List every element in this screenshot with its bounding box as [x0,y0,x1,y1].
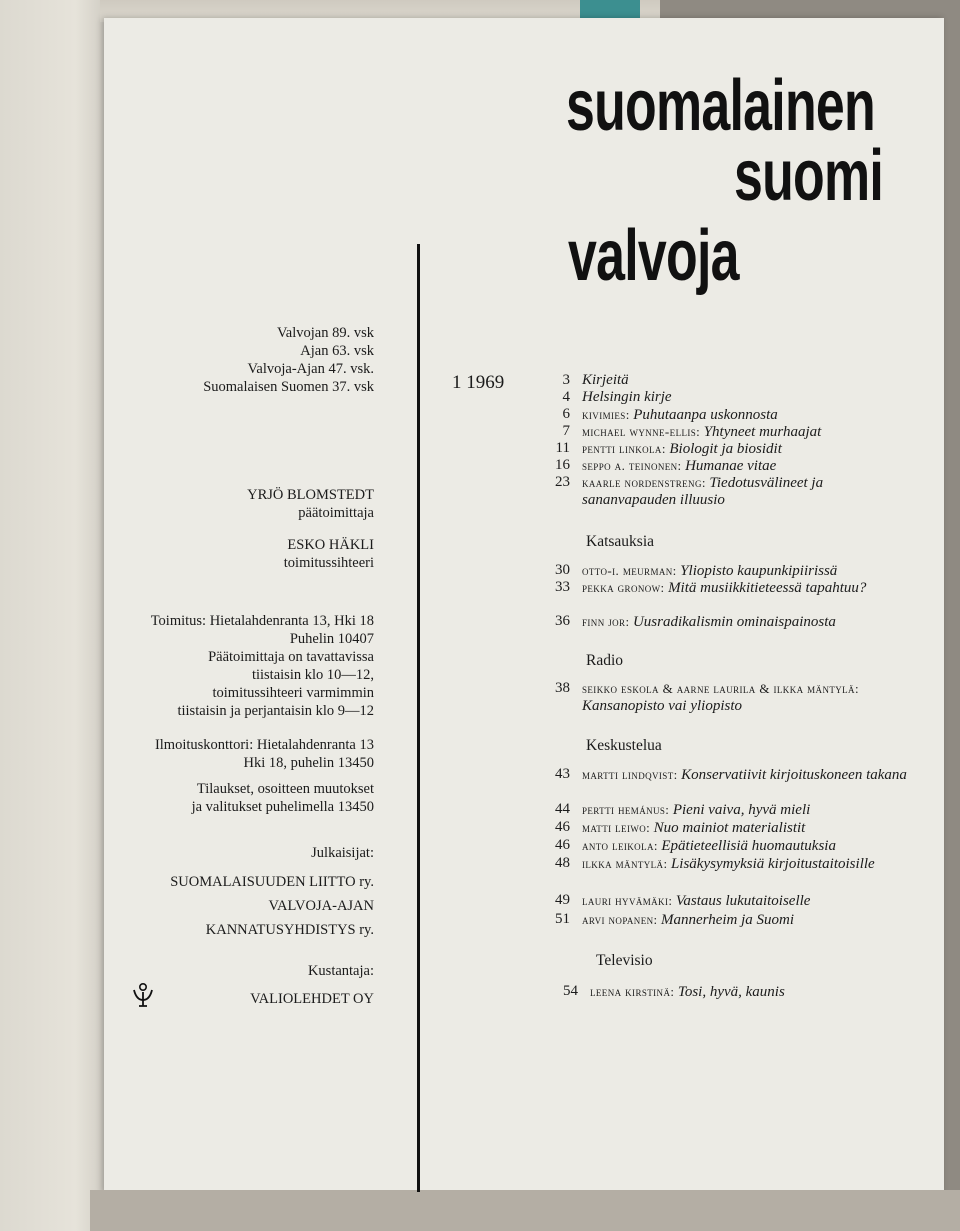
toc-title: Yliopisto kaupunkipiirissä [680,563,838,579]
toc-title: Tiedotusvälineet ja sananvapauden illuusio [582,475,824,508]
toc-author: matti leiwo: [582,820,651,835]
toc-page: 46 [555,837,570,853]
toc-title: Kirjeitä [582,372,629,388]
secretary-role: toimitussihteeri [283,555,374,571]
facing-page [0,0,108,1231]
toc-title: Pieni vaiva, hyvä mieli [672,802,811,818]
editorial-line: toimitussihteeri varmimmin [212,685,374,701]
toc-page: 51 [555,911,570,927]
section-heading: Radio [586,652,624,669]
editor-block [247,486,374,522]
editorial-line: tiistaisin ja perjantaisin klo 9—12 [177,703,374,719]
toc-page: 49 [555,892,570,908]
toc-author: ilkka mäntylä: [582,856,668,871]
section-heading: Katsauksia [586,533,655,550]
toc-page: 38 [555,680,570,696]
toc-page: 3 [562,372,570,388]
toc-author: michael wynne-ellis: [582,424,701,439]
toc-author: leena kirstinä: [590,984,675,999]
editor-role: päätoimittaja [298,505,374,521]
toc-page: 7 [562,423,570,439]
subs-line: ja valitukset puhelimella 13450 [191,799,374,815]
toc-page: 6 [562,406,570,422]
ad-line: Ilmoituskonttori: Hietalahdenranta 13 [154,737,374,753]
toc-author: seikko eskola & aarne laurila & ilkka mäntylä: [582,681,859,696]
column-divider [417,244,420,1192]
toc-title: Humanae vitae [685,458,777,474]
editor-name: YRJÖ BLOMSTEDT [247,487,374,503]
masthead-line-2: suomi [734,136,884,216]
toc-title: Yhtyneet murhaajat [703,424,822,440]
toc-page: 23 [555,474,570,490]
toc-page: 46 [555,819,570,835]
toc-page: 48 [555,855,570,871]
issue-number: 1 1969 [452,372,505,393]
toc-author: pekka gronow: [582,580,665,595]
editorial-office [151,612,374,720]
masthead-line-1: suomalainen [566,66,875,146]
toc-author: anto leikola: [582,838,658,853]
subs-line: Tilaukset, osoitteen muutokset [196,781,374,797]
ad-line: Hki 18, puhelin 13450 [243,755,374,771]
toc-author: kaarle nordenstreng: [582,475,706,490]
editorial-line: Toimitus: Hietalahdenranta 13, Hki 18 [150,613,374,629]
toc-author: martti lindqvist: [582,767,678,782]
toc-title: Vastaus lukutaitoiselle [675,893,811,909]
volume-list [203,324,374,396]
toc-author: arvi nopanen: [582,912,658,927]
toc-page: 30 [555,562,570,578]
subscriptions [192,780,374,816]
ad-office [155,736,374,772]
toc-author: finn jor: [582,614,630,629]
volume-line: Ajan 63. vsk [300,343,374,359]
toc-title: Puhutaanpa uskonnosta [633,407,778,423]
toc-author: seppo a. teinonen: [582,458,682,473]
publishers [170,870,374,942]
editorial-line: Puhelin 10407 [289,631,374,647]
publisher-name: VALIOLEHDET OY [250,991,374,1007]
toc-page: 4 [562,389,570,405]
toc-author: otto-i. meurman: [582,563,677,578]
toc-page: 54 [563,983,578,999]
editorial-line: Päätoimittaja on tavattavissa [208,649,374,665]
valiolehdet-logo-icon [132,982,154,1008]
toc-title: Mitä musiikkitieteessä tapahtuu? [668,580,867,596]
secretary-name: ESKO HÄKLI [287,537,374,553]
volume-line: Valvoja-Ajan 47. vsk. [247,361,374,377]
publishers-label: Julkaisijat: [311,845,374,861]
toc-page: 16 [555,457,570,473]
toc-title: Konservatiivit kirjoituskoneen takana [681,767,907,783]
toc-title: Helsingin kirje [582,389,672,405]
toc-author: kivimies: [582,407,630,422]
toc-page: 43 [555,766,570,782]
publisher-line: VALVOJA-AJAN [268,898,374,914]
publisher-line: KANNATUSYHDISTYS ry. [205,922,374,938]
editorial-line: tiistaisin klo 10—12, [251,667,374,683]
section-heading: Keskustelua [586,737,662,754]
toc-page: 33 [555,579,570,595]
toc-title: Nuo mainiot materialistit [653,820,806,836]
masthead-line-3: valvoja [568,216,739,296]
toc-author: lauri hyvämäki: [582,893,673,908]
toc-author: pertti hemánus: [582,802,670,817]
volume-line: Valvojan 89. vsk [276,325,374,341]
toc-page: 44 [555,801,570,817]
toc-author: pentti linkola: [582,441,666,456]
toc-title: Mannerheim ja Suomi [661,912,795,928]
volume-line: Suomalaisen Suomen 37. vsk [203,379,374,395]
toc-title: Biologit ja biosidit [669,441,782,457]
toc-title: Kansanopisto vai yliopisto [582,698,743,714]
toc-title: Lisäkysymyksiä kirjoitustaitoisille [670,856,875,872]
publisher-label: Kustantaja: [307,963,374,979]
toc-title: Uusradikalismin ominaispainosta [632,614,836,630]
secretary-block [284,536,374,572]
toc-title: Tosi, hyvä, kaunis [677,984,785,1000]
publisher-line: SUOMALAISUUDEN LIITTO ry. [170,874,374,890]
toc-page: 11 [555,440,570,456]
section-heading: Televisio [596,952,653,969]
page-bottom-edge [90,1190,960,1231]
toc-page: 36 [555,613,570,629]
toc-title: Epätieteellisiä huomautuksia [661,838,836,854]
